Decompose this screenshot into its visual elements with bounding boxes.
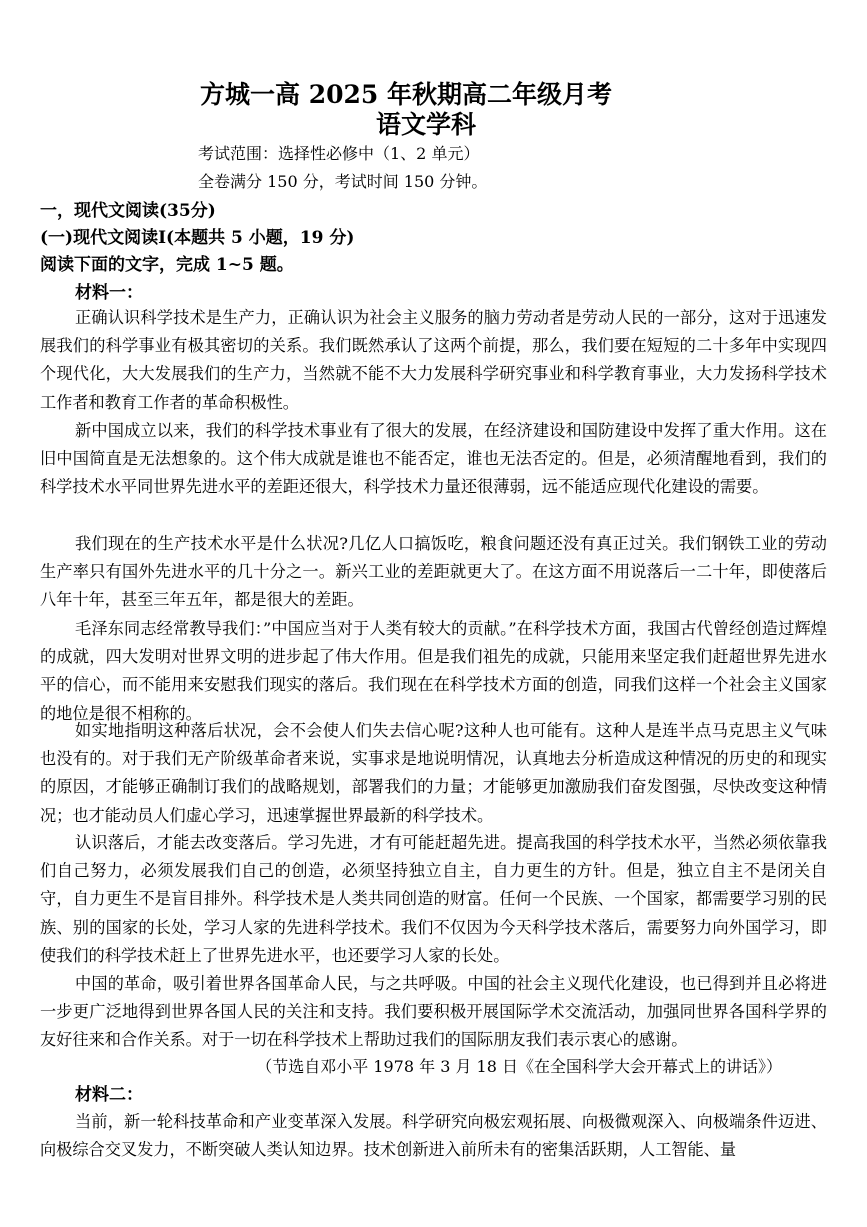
section-heading: 一，现代文阅读(35分): [40, 201, 216, 221]
exam-title: 方城一高 2025 年秋期高二年级月考: [200, 80, 612, 109]
material1-paragraph: 认识落后，才能去改变落后。学习先进，才有可能赶超先进。提高我国的科学技术水平，当然必须依靠我们自己努力，必须发展我们自己的创造，必须坚持独立自主，自力更生的方针。但是，独立自主不是闭关自守，自力更生不是盲目排外。科学技术是人类共同创造的财富。任何一个民族、一个国家，都需要学习别的民族、别的国家的长处，学习人家的先进科学技术。我们不仅因为今天科学技术落后，需要努力向外国学习，即使我们的科学技术赶上了世界先进水平，也还要学习人家的长处。: [40, 833, 827, 965]
exam-scope: 考试范围：选择性必修中（1、2 单元）: [198, 144, 480, 163]
score-time-info: 全卷满分 150 分，考试时间 150 分钟。: [198, 172, 488, 191]
material2-paragraph: 当前，新一轮科技革命和产业变革深入发展。科学研究向极宏观拓展、向极微观深入、向极端条件迈进、向极综合交叉发力，不断突破人类认知边界。技术创新进入前所未有的密集活跃期，人工智能、量: [40, 1112, 827, 1160]
material1-paragraph: 毛泽东同志经常教导我们：”中国应当对于人类有较大的贡献。”在科学技术方面，我国古代曾经创造过辉煌的成就，四大发明对世界文明的进步起了伟大作用。但是我们祖先的成就，只能用来坚定我们赶超世界先进水平的信心，而不能用来安慰我们现实的落后。我们现在在科学技术方面的创造，同我们这样一个社会主义国家的地位是很不相称的。: [40, 619, 827, 723]
material1-paragraph: 正确认识科学技术是生产力，正确认识为社会主义服务的脑力劳动者是劳动人民的一部分，这对于迅速发展我们的科学事业有极其密切的关系。我们既然承认了这两个前提，那么，我们要在短短的二十多年中实现四个现代化，大大发展我们的生产力，当然就不能不大力发展科学研究事业和科学教育事业，大力发扬科学技术工作者和教育工作者的革命积极性。: [40, 308, 827, 412]
reading-instruction: 阅读下面的文字，完成 1~5 题。: [40, 255, 294, 275]
subsection-heading: (一)现代文阅读Ⅰ(本题共 5 小题，19 分): [40, 228, 355, 248]
subject-title: 语文学科: [375, 110, 476, 139]
material1-paragraph: 中国的革命，吸引着世界各国革命人民，与之共呼吸。中国的社会主义现代化建设，也已得到并且必将进一步更广泛地得到世界各国人民的关注和支持。我们要积极开展国际学术交流活动，加强同世界各国科学界的友好往来和合作关系。对于一切在科学技术上帮助过我们的国际朋友我们表示衷心的感谢。: [40, 974, 827, 1050]
material1-paragraph: 如实地指明这种落后状况，会不会使人们失去信心呢?这种人也可能有。这种人是连半点马克思主义气味也没有的。对于我们无产阶级革命者来说，实事求是地说明情况，认真地去分析造成这种情况的历史的和现实的原因，才能够正确制订我们的战略规划，部署我们的力量；才能够更加激励我们奋发图强，尽快改变这种情况；也才能动员人们虚心学习，迅速掌握世界最新的科学技术。: [40, 721, 827, 825]
material1-paragraph: 我们现在的生产技术水平是什么状况?几亿人口搞饭吃，粮食问题还没有真正过关。我们钢铁工业的劳动生产率只有国外先进水平的几十分之一。新兴工业的差距就更大了。在这方面不用说落后一二十年，即使落后八年十年，甚至三年五年，都是很大的差距。: [40, 534, 827, 610]
material1-source: （节选自邓小平 1978 年 3 月 18 日《在全国科学大会开幕式上的讲话》）: [256, 1057, 782, 1076]
material1-paragraph: 新中国成立以来，我们的科学技术事业有了很大的发展，在经济建设和国防建设中发挥了重大作用。这在旧中国简直是无法想象的。这个伟大成就是谁也不能否定，谁也无法否定的。但是，必须清醒地看到，我们的科学技术水平同世界先进水平的差距还很大，科学技术力量还很薄弱，远不能适应现代化建设的需要。: [40, 421, 827, 497]
material1-label: 材料一：: [75, 283, 143, 303]
material2-label: 材料二：: [75, 1085, 143, 1105]
